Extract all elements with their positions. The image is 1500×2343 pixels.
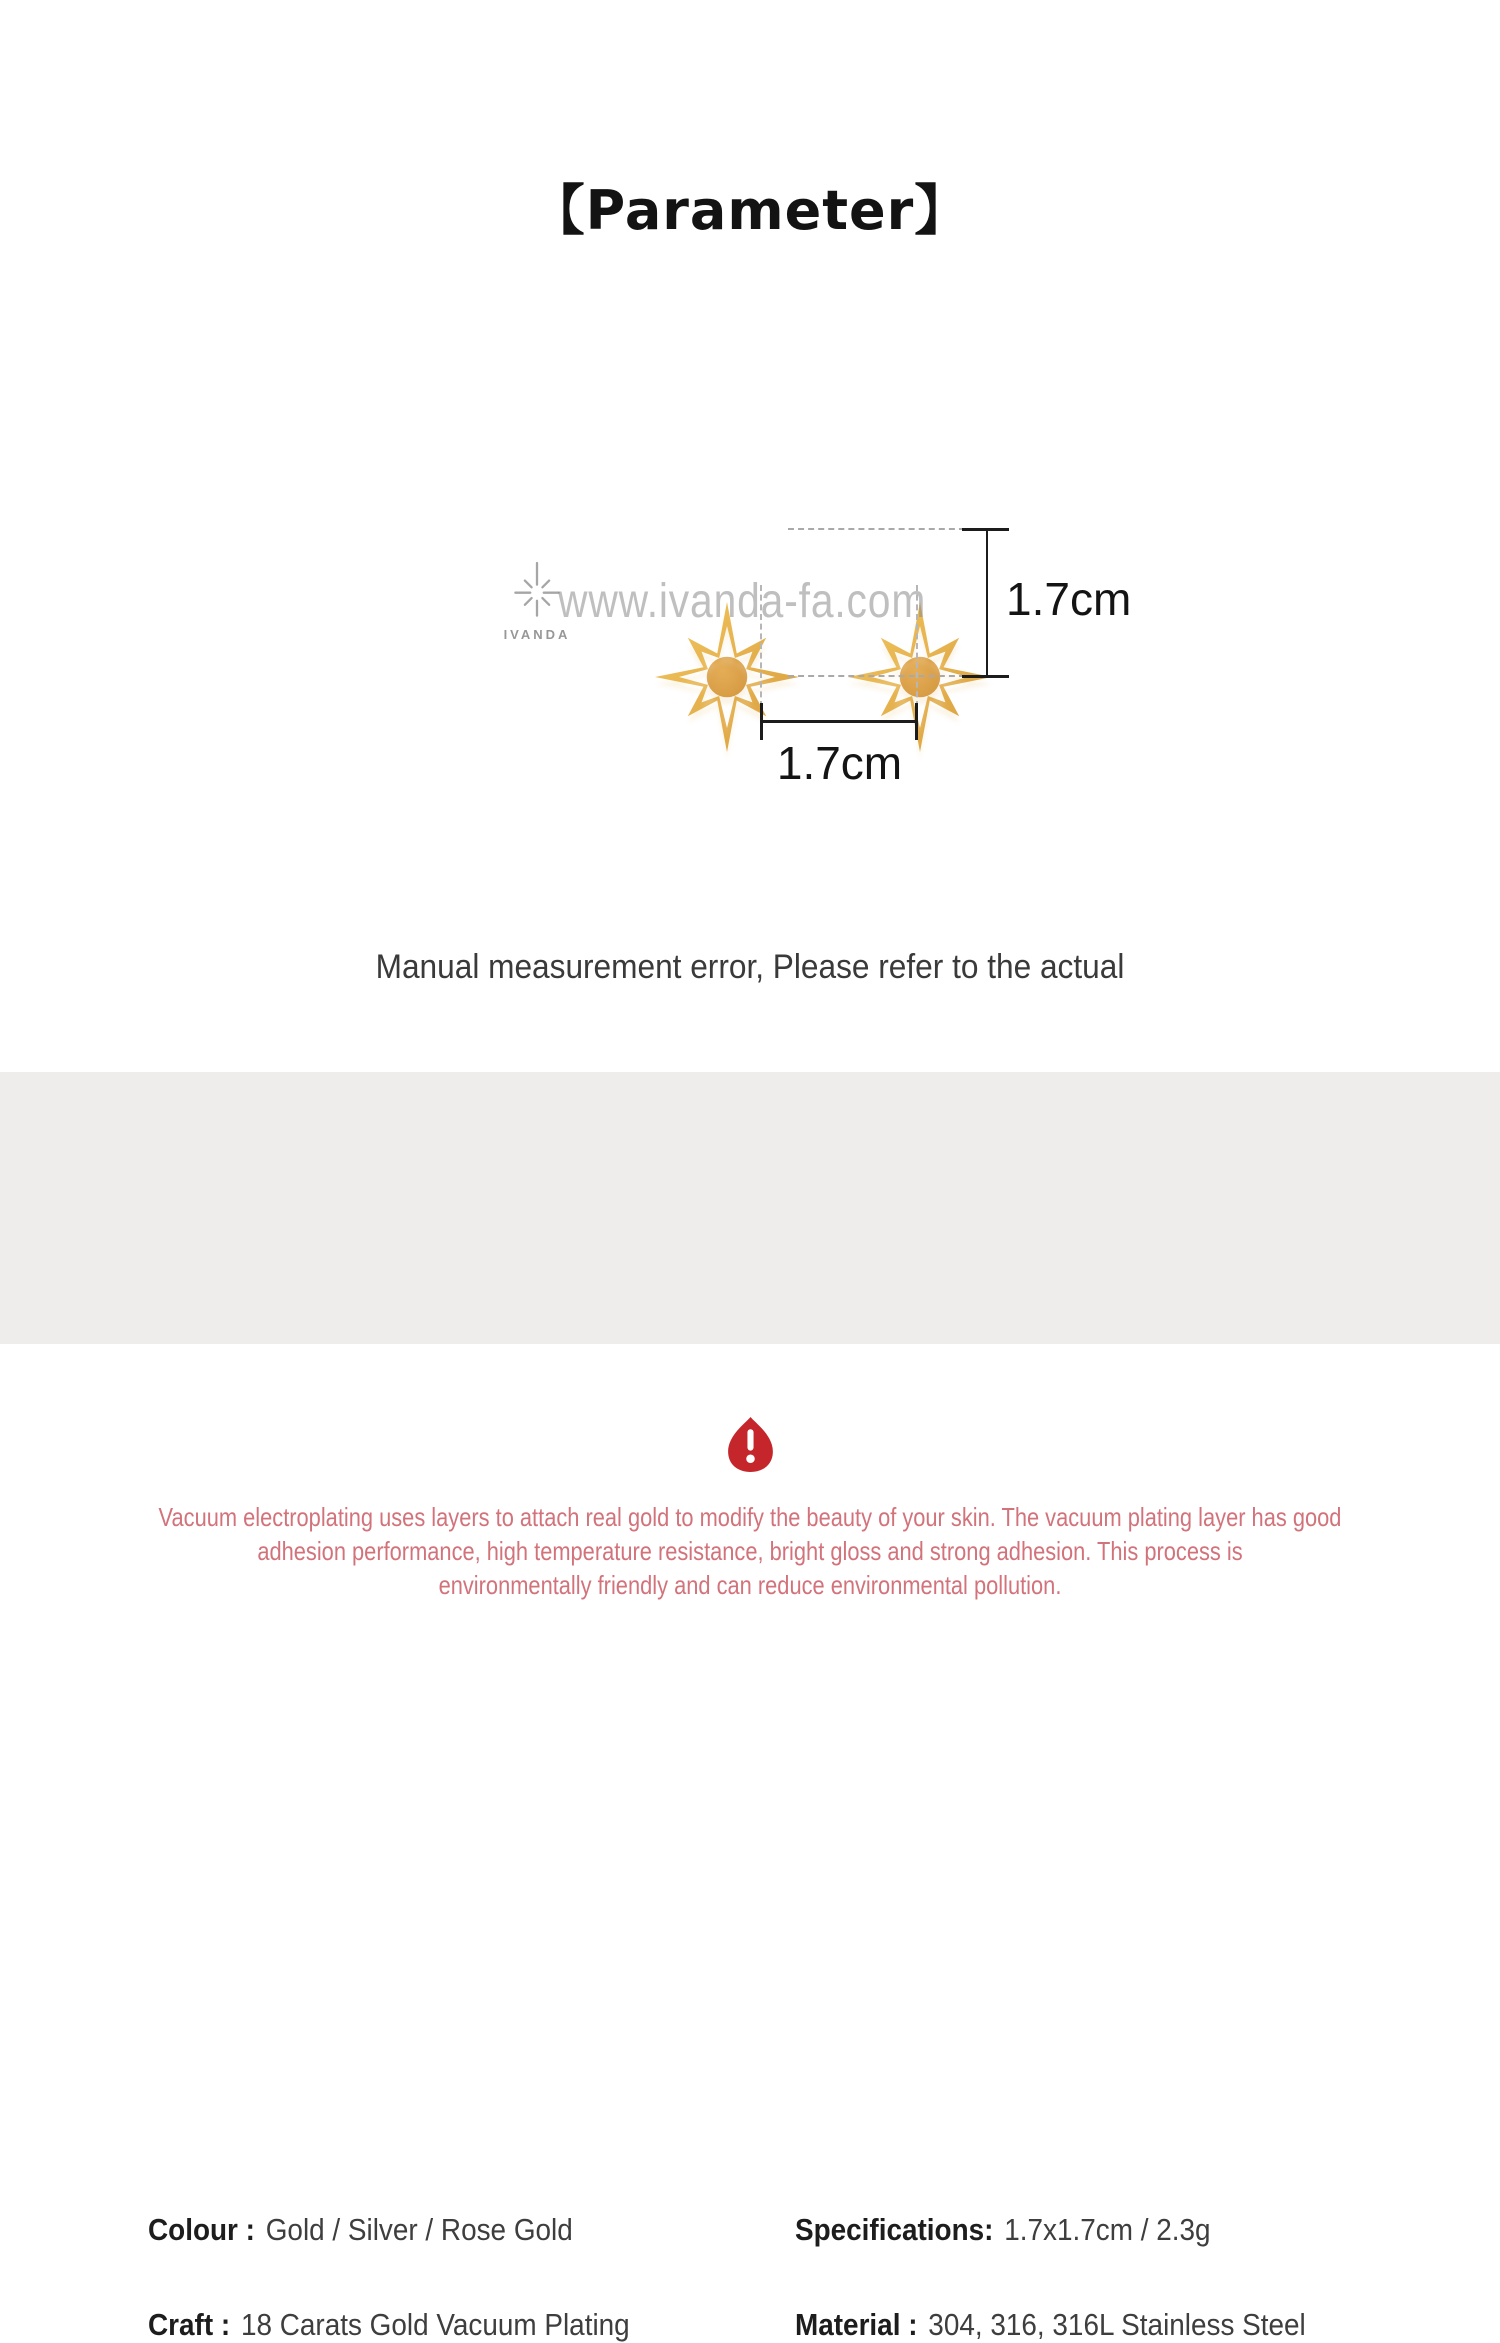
- height-measure-cap-bottom: [962, 675, 1009, 678]
- alert-icon: [726, 1416, 775, 1473]
- spec-specifications: [795, 2212, 1211, 2248]
- dashed-guide-bottom: [788, 675, 975, 677]
- warning-paragraph: [0, 1500, 1500, 1602]
- spec-material-value: 304, 316, 316L Stainless Steel: [928, 2307, 1306, 2342]
- spec-craft: [148, 2307, 630, 2343]
- width-measure-tick-right: [915, 703, 918, 740]
- height-dimension-label: 1.7cm: [1006, 573, 1132, 625]
- width-dimension-label: 1.7cm: [776, 737, 903, 789]
- width-measure-line: [761, 720, 918, 723]
- height-measure-line: [986, 529, 988, 677]
- spec-specifications-label: Specifications:: [795, 2212, 994, 2247]
- warning-line-3: environmentally friendly and can reduce environmental pollution.: [438, 1570, 1062, 1600]
- page-title: 【Parameter】: [530, 179, 970, 242]
- earring-right-reflection: [770, 684, 920, 736]
- spec-specifications-value: 1.7x1.7cm / 2.3g: [1004, 2212, 1211, 2247]
- dashed-guide-top: [788, 528, 975, 530]
- spec-colour-value: Gold / Silver / Rose Gold: [265, 2212, 573, 2247]
- brand-name: IVANDA: [503, 627, 571, 642]
- watermark-text: www.ivanda-fa.com: [558, 575, 927, 628]
- earring-left-reflection: [577, 684, 727, 736]
- warning-line-2: adhesion performance, high temperature resistance, bright gloss and strong adhesion. This process is: [257, 1536, 1243, 1566]
- dashed-guide-right: [916, 585, 918, 707]
- warning-line-1: Vacuum electroplating uses layers to attach real gold to modify the beauty of your skin. The vacuum plating layer has good: [158, 1502, 1342, 1532]
- spec-craft-label: Craft :: [148, 2307, 231, 2342]
- sparkle-icon: [510, 560, 564, 620]
- spec-material-label: Material :: [795, 2307, 918, 2342]
- measurement-note: Manual measurement error, Please refer to the actual: [375, 948, 1125, 986]
- spec-craft-value: 18 Carats Gold Vacuum Plating: [240, 2307, 630, 2342]
- spec-material: [795, 2307, 1306, 2343]
- height-measure-cap-top: [962, 528, 1009, 531]
- width-measure-tick-left: [760, 703, 763, 740]
- spec-colour-label: Colour :: [148, 2212, 255, 2247]
- dashed-guide-left: [760, 585, 762, 707]
- spec-colour: [148, 2212, 573, 2248]
